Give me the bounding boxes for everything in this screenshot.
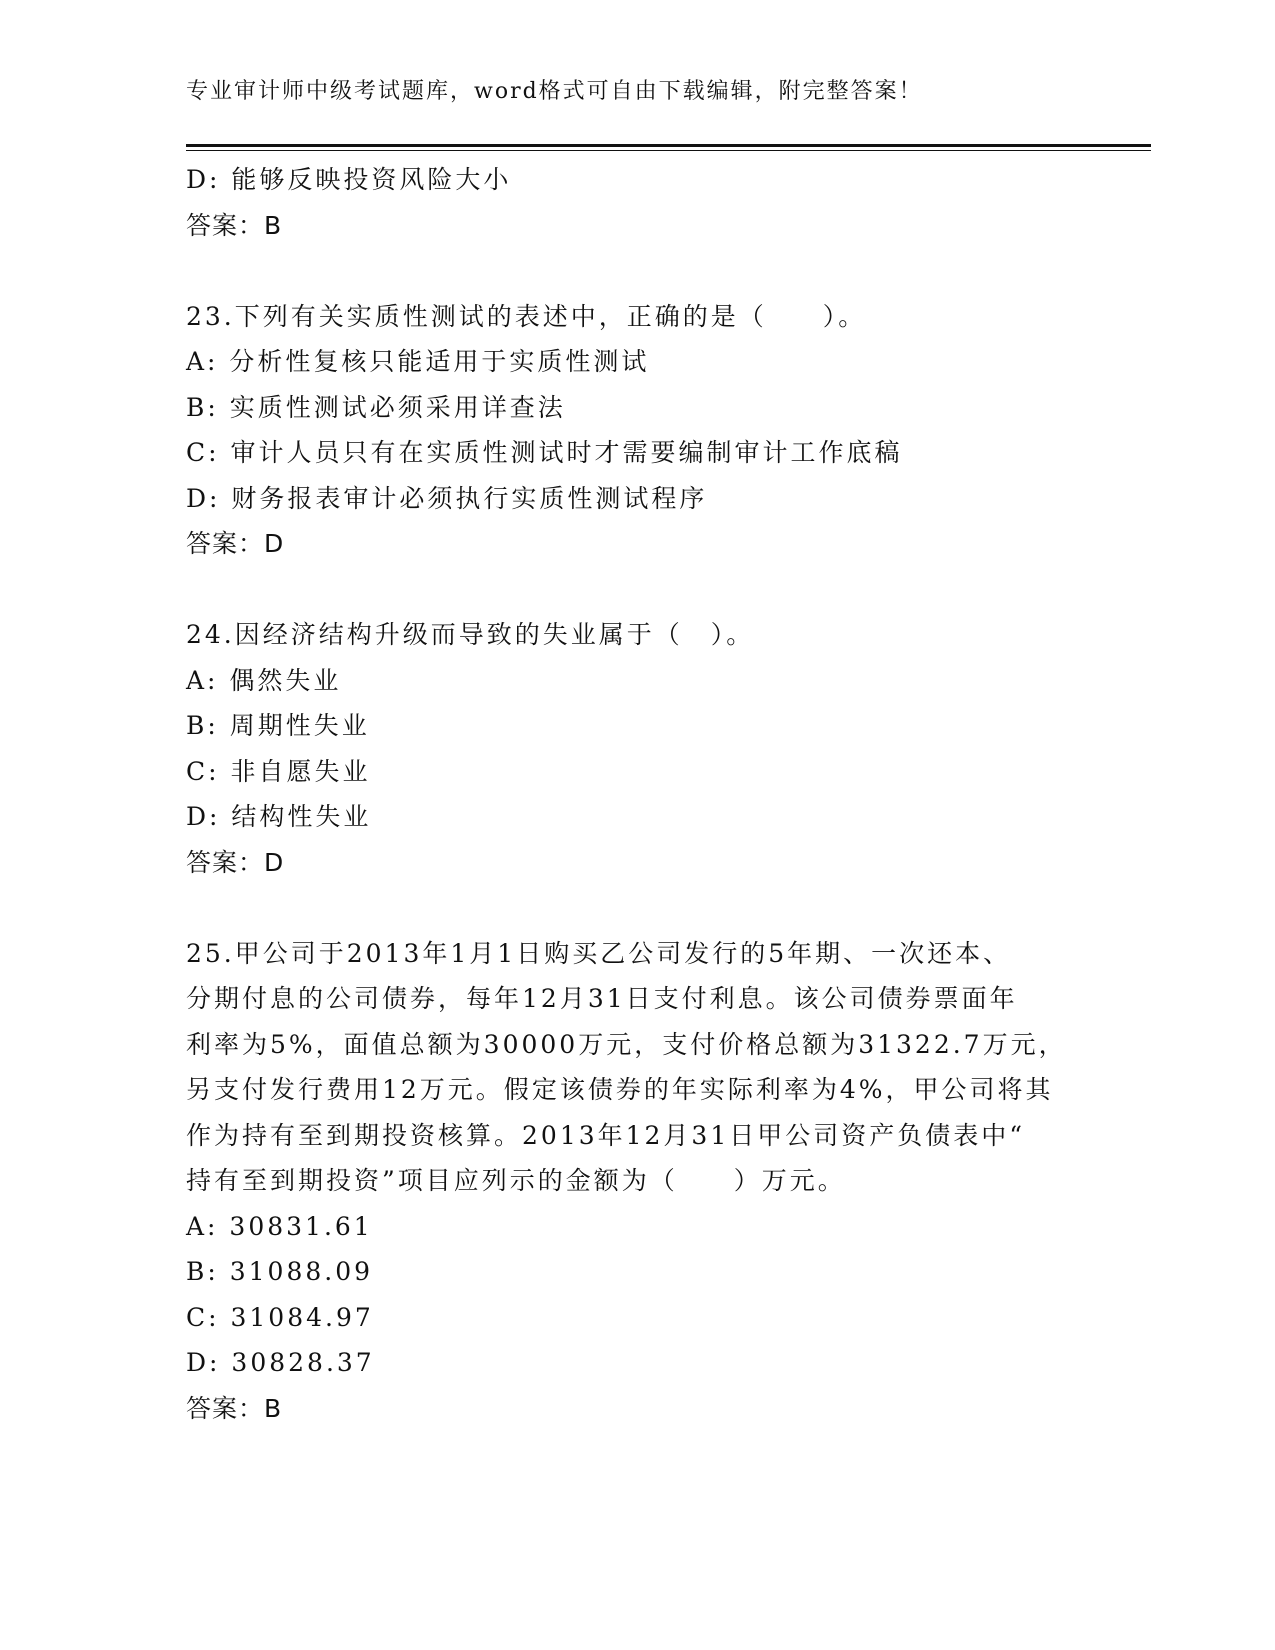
question-24	[186, 612, 1086, 885]
option-a: A: 分析性复核只能适用于实质性测试	[186, 347, 650, 376]
answer: 答案：D	[186, 847, 285, 877]
answer: 答案：B	[186, 210, 283, 240]
answer: 答案：B	[186, 1393, 283, 1423]
answer: 答案：D	[186, 529, 285, 558]
option-c: C: 31084.97	[186, 1302, 374, 1332]
option-a: A: 偶然失业	[186, 665, 342, 695]
question-stem: 23.下列有关实质性测试的表述中，正确的是（ ）。	[186, 301, 867, 331]
option-c: C: 非自愿失业	[186, 756, 371, 786]
question-stem-line: 25.甲公司于2013年1月1日购买乙公司发行的5年期、一次还本、	[186, 938, 1012, 968]
question-25	[186, 931, 1086, 1432]
question-list	[186, 157, 1086, 1431]
header-divider-thin	[186, 150, 1151, 151]
question-stem-line: 分期付息的公司债券，每年12月31日支付利息。该公司债券票面年	[186, 984, 1018, 1013]
option-a: A: 30831.61	[186, 1211, 373, 1241]
option-b: B: 31088.09	[186, 1257, 374, 1286]
option-c: C: 审计人员只有在实质性测试时才需要编制审计工作底稿	[186, 438, 903, 467]
option-d: D: 财务报表审计必须执行实质性测试程序	[186, 483, 708, 513]
question-stem-line: 另支付发行费用12万元。假定该债券的年实际利率为4%，甲公司将其	[186, 1075, 1054, 1104]
option-b: B: 实质性测试必须采用详查法	[186, 392, 566, 422]
option-d: D: 能够反映投资风险大小	[186, 165, 512, 194]
question-stem-line: 利率为5%，面值总额为30000万元，支付价格总额为31322.7万元，	[186, 1029, 1067, 1059]
page-header: 专业审计师中级考试题库，word格式可自由下载编辑，附完整答案！	[186, 79, 923, 104]
option-b: B: 周期性失业	[186, 711, 370, 740]
question-stem-line: 持有至到期投资”项目应列示的金额为（ ）万元。	[186, 1166, 846, 1195]
question-stem-line: 作为持有至到期投资核算。2013年12月31日甲公司资产负债表中“	[186, 1120, 1026, 1150]
question-stem: 24.因经济结构升级而导致的失业属于（ ）。	[186, 620, 755, 649]
option-d: D: 30828.37	[186, 1348, 375, 1377]
question-23	[186, 294, 1086, 567]
header-divider-thick	[186, 144, 1151, 147]
option-d: D: 结构性失业	[186, 802, 372, 831]
